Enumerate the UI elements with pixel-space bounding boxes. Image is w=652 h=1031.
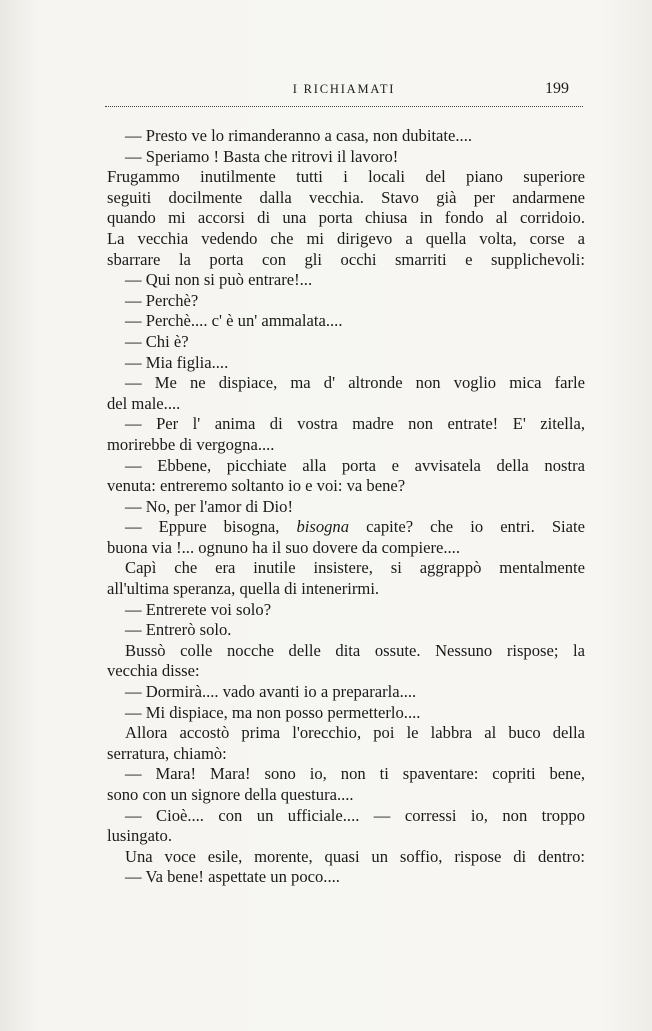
text-line: — Speriamo ! Basta che ritrovi il lavoro! (125, 146, 399, 166)
emphasized-word: bisogna (296, 517, 350, 537)
text-line: — Va bene! aspettate un poco.... (125, 867, 340, 887)
text-line: lusingato. (107, 826, 172, 846)
text-line: Frugammo inutilmente tutti i locali del piano superiore (107, 167, 585, 187)
text-line: venuta: entreremo soltanto io e voi: va bene? (107, 476, 406, 496)
text-line: — Per l' anima di vostra madre non entrate! E' zitella, (125, 414, 585, 434)
text-line: Bussò colle nocche delle dita ossute. Nessuno rispose; la (125, 640, 585, 660)
text-line: seguiti docilmente dalla vecchia. Stavo già per andarmene (107, 187, 585, 207)
text-line: all'ultima speranza, quella di intenerirmi. (107, 579, 380, 599)
text-line: Allora accostò prima l'orecchio, poi le labbra al buco della (125, 723, 585, 743)
text-line: — Entrerò solo. (125, 620, 232, 640)
text-line: quando mi accorsi di una porta chiusa in fondo al corridoio. (107, 208, 585, 228)
text-line: serratura, chiamò: (107, 743, 227, 763)
text-line: Una voce esile, morente, quasi un soffio, rispose di dentro: (125, 846, 585, 866)
text-line: buona via !... ognuno ha il suo dovere da compiere.... (107, 537, 460, 557)
text-line: — Dormirà.... vado avanti io a prepararla.... (125, 682, 417, 702)
text-line: — No, per l'amor di Dio! (125, 496, 293, 516)
text-line: — Entrerete voi solo? (125, 599, 272, 619)
text-line: — Cioè.... con un ufficiale.... — corressi io, non troppo (125, 805, 585, 825)
running-title: I RICHIAMATI (292, 82, 396, 96)
text-line: — Mara! Mara! sono io, non ti spaventare: copriti bene, (125, 764, 585, 784)
text-line: — Perchè? (125, 290, 199, 310)
text-line: — Qui non si può entrare!... (125, 270, 313, 290)
page-number: 199 (545, 80, 569, 97)
page-header (105, 80, 583, 107)
text-line: — Eppure bisogna, bisogna capite? che io entri. Siate (125, 517, 585, 537)
text-line: vecchia disse: (107, 661, 200, 681)
text-line: sono con un signore della questura.... (107, 785, 354, 804)
text-line: — Mi dispiace, ma non posso permetterlo.... (125, 702, 421, 722)
body-text (107, 126, 585, 888)
text-line: morirebbe di vergogna.... (107, 434, 275, 454)
text-line: — Perchè.... c' è un' ammalata.... (125, 311, 343, 331)
text-line: Capì che era inutile insistere, si aggrappò mentalmente (125, 558, 585, 578)
text-line: La vecchia vedendo che mi dirigevo a quella volta, corse a (107, 228, 585, 248)
text-line: — Me ne dispiace, ma d' altronde non voglio mica farle (125, 373, 585, 393)
text-line: — Mia figlia.... (125, 352, 229, 372)
text-line: del male.... (107, 393, 181, 413)
text-line: — Chi è? (125, 331, 189, 351)
text-line: — Ebbene, picchiate alla porta e avvisatela della nostra (125, 455, 585, 475)
text-line: — Presto ve lo rimanderanno a casa, non dubitate.... (125, 126, 472, 145)
text-line: sbarrare la porta con gli occhi smarriti e supplichevoli: (107, 249, 585, 269)
